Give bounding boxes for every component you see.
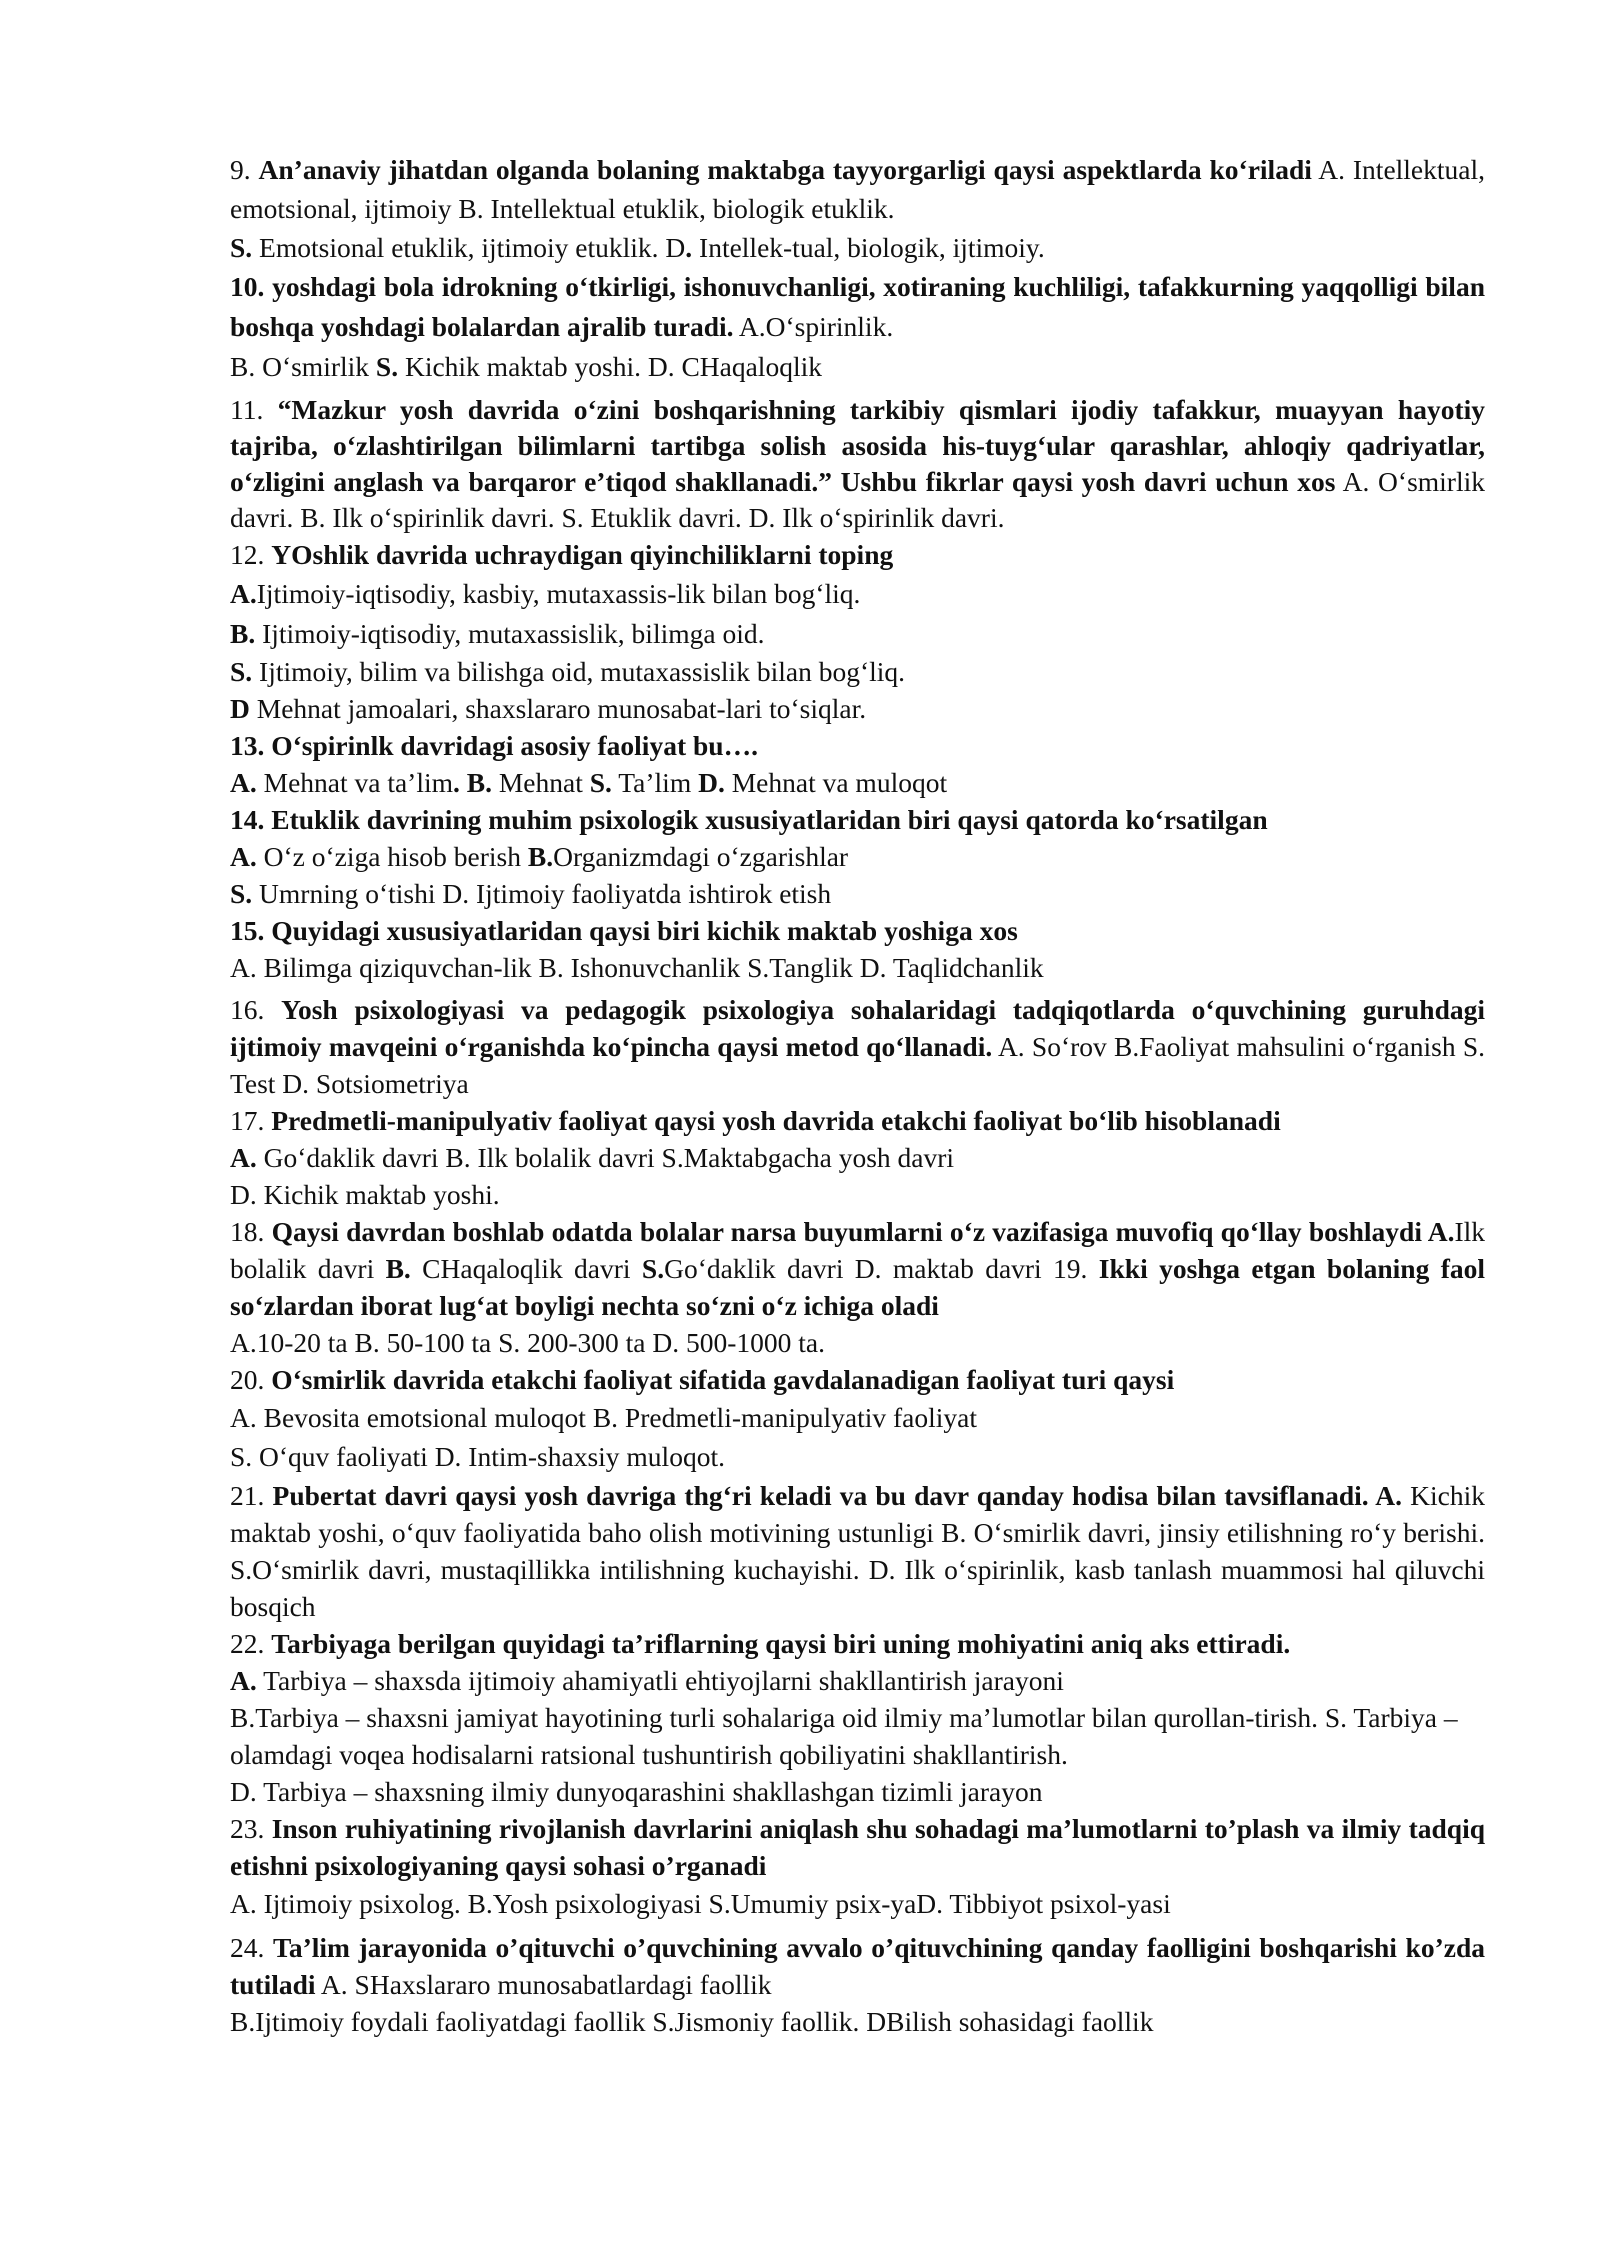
option-a-label: A.	[230, 578, 257, 609]
question-17-number: 17.	[230, 1105, 272, 1136]
question-12-stem: YOshlik davrida uchraydigan qiyinchiliklarni toping	[271, 539, 894, 570]
option-b-label: B.	[230, 618, 256, 649]
question-9	[230, 150, 1485, 267]
option-d-label: D	[230, 693, 250, 724]
question-15	[230, 912, 1485, 949]
option-b-text: Organizmdagi o‘zgarishlar	[553, 841, 849, 872]
question-23-number: 23.	[230, 1813, 272, 1844]
question-22-options-bs	[230, 1699, 1485, 1773]
question-18	[230, 1213, 1485, 1361]
question-19-options: A.10-20 ta B. 50-100 ta S. 200-300 ta D. 500-1000 ta.	[230, 1327, 825, 1358]
question-12-option-a	[230, 574, 1485, 614]
option-d-dot: .	[685, 232, 693, 263]
question-24-options-rest-text: B.Ijtimoiy foydali faoliyatdagi faollik S.Jismoniy faollik. DBilish sohasidagi faollik	[230, 2006, 1154, 2037]
question-14-options-sd	[230, 875, 1485, 912]
option-a-label: A.	[230, 1142, 257, 1173]
question-12-option-s	[230, 653, 1485, 690]
question-24	[230, 1929, 1485, 2003]
question-14-options-ab	[230, 838, 1485, 875]
question-20-stem: O‘smirlik davrida etakchi faoliyat sifatida gavdalanadigan faoliyat turi qaysi	[271, 1364, 1175, 1395]
question-16-number: 16.	[230, 994, 282, 1025]
question-18-number: 18.	[230, 1216, 272, 1247]
question-20-options-ab-text: A. Bevosita emotsional muloqot B. Predmetli-manipulyativ faoliyat	[230, 1402, 977, 1433]
option-a-label: A.	[1421, 1216, 1455, 1247]
option-d-text: Mehnat jamoalari, shaxslararo munosabat-lari to‘siqlar.	[249, 693, 867, 724]
question-16	[230, 991, 1485, 1102]
option-s-label: S.	[589, 767, 612, 798]
option-s-text: Ijtimoiy, bilim va bilishga oid, mutaxassislik bilan bog‘liq.	[252, 656, 906, 687]
question-16-options: A. So‘rov B.Faoliyat mahsulini o‘rganish S. Test D. Sotsiometriya	[230, 1031, 1485, 1099]
question-16-stem: Yosh psixologiyasi va pedagogik psixologiya sohalaridagi tadqiqotlarda o‘quvchining guruhdagi ijtimoiy mavqeini o‘rganishda ko‘pincha qaysi metod qo‘llanadi.	[230, 994, 1485, 1062]
option-a-dot: .	[453, 767, 460, 798]
question-13	[230, 727, 1485, 764]
question-20-options-sd-text: S. O‘quv faoliyati D. Intim-shaxsiy muloqot.	[230, 1441, 725, 1472]
question-22-options-bs-text: B.Tarbiya – shaxsni jamiyat hayotining turli sohalariga oid ilmiy ma’lumotlar bilan qurollan-tirish. S. Tarbiya – olamdagi voqea hodisalarni ratsional tushuntirish qobiliyatini shakllantirish.	[230, 1702, 1458, 1770]
question-12-option-b	[230, 614, 1485, 653]
question-23	[230, 1810, 1485, 1884]
question-24-option-a: A. SHaxslararo munosabatlardagi faollik	[315, 1969, 772, 2000]
option-b-text: Mehnat	[491, 767, 590, 798]
question-22-option-a: Tarbiya – shaxsda ijtimoiy ahamiyatli ehtiyojlarni shakllantirish jarayoni	[256, 1665, 1064, 1696]
question-11-number: 11.	[230, 394, 278, 425]
option-b-label: B.	[527, 841, 554, 872]
question-9-options-ab: A. Intellektual, emotsional, ijtimoiy B. Intellektual etuklik, biologik etuklik.	[230, 154, 1486, 224]
option-a-text: Ijtimoiy-iqtisodiy, kasbiy, mutaxassis-lik bilan bog‘liq.	[256, 578, 861, 609]
question-21-number: 21.	[230, 1480, 273, 1511]
question-22-option-d	[230, 1773, 1485, 1810]
document-page	[230, 150, 1485, 2040]
question-22	[230, 1625, 1485, 1699]
question-19-stem: Ikki yoshga etgan bolaning faol so‘zlardan iborat lug‘at boyligi nechta so‘zni o‘z ichiga oladi	[230, 1253, 1485, 1321]
question-24-stem: Ta’lim jarayonida o’qituvchi o’quvchining avvalo o’qituvchining qanday faolligini boshqarishi ko’zda tutiladi	[230, 1932, 1485, 2000]
option-b-text: Ijtimoiy-iqtisodiy, mutaxassislik, bilimga oid.	[255, 618, 765, 649]
option-d-label: D.	[698, 767, 725, 798]
question-22-number: 22.	[230, 1628, 272, 1659]
question-24-options-rest	[230, 2003, 1485, 2040]
question-10	[230, 267, 1485, 387]
question-18-stem: Qaysi davrdan boshlab odatda bolalar narsa buyumlarni o‘z vazifasiga muvofiq qo‘llay boshlaydi	[271, 1216, 1422, 1247]
question-9-number: 9.	[230, 154, 259, 185]
option-s-label: S.	[230, 232, 253, 263]
question-12-number: 12.	[230, 539, 272, 570]
question-22-option-d-text: D. Tarbiya – shaxsning ilmiy dunyoqarashini shakllashgan tizimli jarayon	[230, 1776, 1043, 1807]
question-17-options-abs: Go‘daklik davri B. Ilk bolalik davri S.Maktabgacha yosh davri	[256, 1142, 955, 1173]
option-s-label: S.	[375, 351, 399, 382]
question-9-option-d: Intellek-tual, biologik, ijtimoiy.	[692, 232, 1045, 263]
question-15-options	[230, 949, 1485, 986]
question-17-stem: Predmetli-manipulyativ faoliyat qaysi yosh davrida etakchi faoliyat bo‘lib hisoblanadi	[271, 1105, 1281, 1136]
option-s-text: Umrning o‘tishi D. Ijtimoiy faoliyatda ishtirok etish	[252, 878, 832, 909]
question-9-option-s: Emotsional etuklik, ijtimoiy etuklik. D	[252, 232, 686, 263]
option-s-text: Ta’lim	[611, 767, 699, 798]
option-a-text: Mehnat va ta’lim	[256, 767, 454, 798]
option-s-label: S.	[641, 1253, 665, 1284]
question-18-option-s-d: Go‘daklik davri D. maktab davri 19.	[664, 1253, 1099, 1284]
question-20-options-sd	[230, 1437, 1485, 1477]
question-12-option-d	[230, 690, 1485, 727]
option-a-label: A.	[230, 841, 257, 872]
option-s-label: S.	[230, 656, 253, 687]
question-13-options	[230, 764, 1485, 801]
question-18-option-a: Ilk bolalik davri	[230, 1216, 1486, 1284]
question-12	[230, 536, 1485, 574]
question-13-stem: 13. O‘spirinlk davridagi asosiy faoliyat bu….	[230, 730, 758, 761]
question-21	[230, 1477, 1485, 1625]
option-d-text: Mehnat va muloqot	[724, 767, 948, 798]
question-10-option-b: B. O‘smirlik	[230, 351, 376, 382]
option-b-label: B.	[385, 1253, 411, 1284]
question-21-options: Kichik maktab yoshi, o‘quv faoliyatida baho olish motivining ustunligi B. O‘smirlik davri, jinsiy etilishning ro‘y berishi. S.O‘smirlik davri, mustaqillikka intilishning kuchayishi. D. Ilk o‘spirinlik, kasb tanlash muammosi hal qiluvchi bosqich	[230, 1480, 1486, 1622]
question-11-stem: “Mazkur yosh davrida o‘zini boshqarishning tarkibiy qismlari ijodiy tafakkur, muayyan hayotiy tajriba, o‘zlashtirilgan bilimlarni tartibga solish asosida his-tuyg‘ular qarashlar, ahloqiy qadriyatlar, o‘zligini anglash va barqaror e’tiqod shakllanadi.” Ushbu fikrlar qaysi yosh davri uchun xos	[230, 394, 1485, 497]
question-15-stem: 15. Quyidagi xususiyatlaridan qaysi biri kichik maktab yoshiga xos	[230, 915, 1018, 946]
question-10-stem: 10. yoshdagi bola idrokning o‘tkirligi, ishonuvchanligi, xotiraning kuchliligi, tafakkurning yaqqolligi bilan boshqa yoshdagi bolalardan ajralib turadi.	[230, 271, 1485, 342]
question-14	[230, 801, 1485, 838]
question-11	[230, 392, 1485, 536]
option-a-label: A.	[230, 767, 257, 798]
question-10-option-a: A.O‘spirinlik.	[733, 311, 894, 342]
question-24-number: 24.	[230, 1932, 273, 1963]
question-20	[230, 1361, 1485, 1399]
option-a-text: O‘z o‘ziga hisob berish	[256, 841, 528, 872]
question-23-options	[230, 1884, 1485, 1924]
question-20-options-ab	[230, 1399, 1485, 1437]
question-15-options-text: A. Bilimga qiziquvchan-lik B. Ishonuvchanlik S.Tanglik D. Taqlidchanlik	[230, 952, 1044, 983]
question-9-stem: An’anaviy jihatdan olganda bolaning maktabga tayyorgarligi qaysi aspektlarda ko‘riladi	[258, 154, 1312, 185]
question-18-option-b: CHaqaloqlik davri	[410, 1253, 642, 1284]
option-b-label: B.	[459, 767, 492, 798]
question-23-stem: Inson ruhiyatining rivojlanish davrlarini aniqlash shu sohadagi ma’lumotlarni to’plash va ilmiy tadqiq etishni psixologiyaning qaysi sohasi o’rganadi	[230, 1813, 1486, 1881]
question-23-options-text: A. Ijtimoiy psixolog. B.Yosh psixologiyasi S.Umumiy psix-yaD. Tibbiyot psixol-yasi	[230, 1888, 1171, 1919]
question-11-options: A. O‘smirlik davri. B. Ilk o‘spirinlik davri. S. Etuklik davri. D. Ilk o‘spirinlik davri.	[230, 466, 1485, 533]
option-a-label: A.	[230, 1665, 257, 1696]
question-21-stem: Pubertat davri qaysi yosh davriga thg‘ri keladi va bu davr qanday hodisa bilan tavsiflanadi. A.	[272, 1480, 1403, 1511]
question-17-option-d: D. Kichik maktab yoshi.	[230, 1179, 500, 1210]
option-s-label: S.	[230, 878, 253, 909]
question-17	[230, 1102, 1485, 1213]
question-20-number: 20.	[230, 1364, 272, 1395]
question-22-stem: Tarbiyaga berilgan quyidagi ta’riflarning qaysi biri uning mohiyatini aniq aks ettiradi.	[271, 1628, 1291, 1659]
question-10-options-rest: Kichik maktab yoshi. D. CHaqaloqlik	[398, 351, 822, 382]
question-14-stem: 14. Etuklik davrining muhim psixologik xususiyatlaridan biri qaysi qatorda ko‘rsatilgan	[230, 804, 1268, 835]
